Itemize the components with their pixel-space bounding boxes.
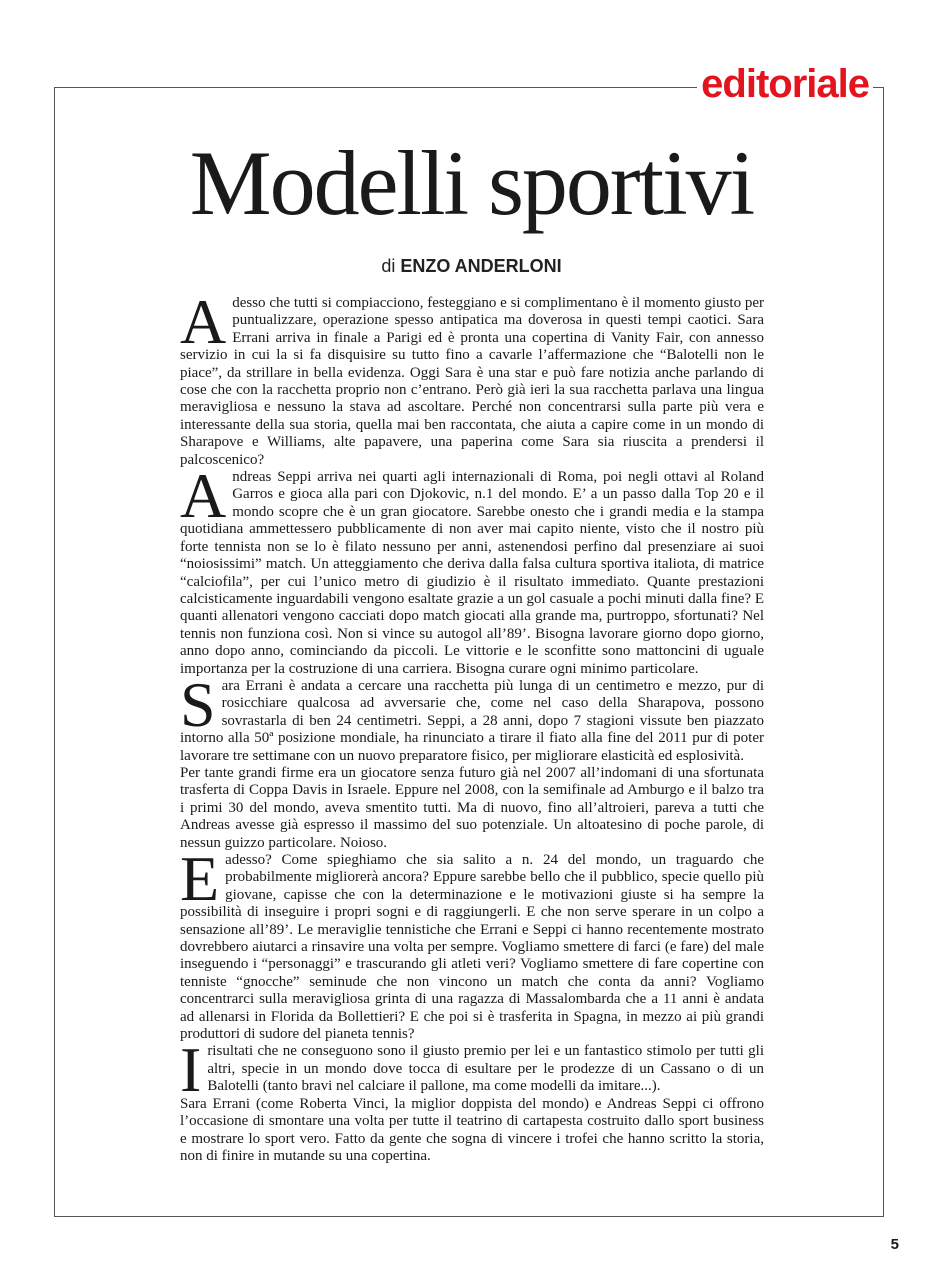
paragraph [180, 286, 764, 469]
drop-cap: A [180, 286, 227, 357]
paragraph [180, 1096, 764, 1166]
paragraph [180, 668, 764, 765]
paragraph [180, 1034, 764, 1106]
headline: Modelli sportivi [189, 132, 754, 234]
drop-cap: S [180, 668, 216, 740]
byline [0, 255, 943, 277]
byline-author: ENZO ANDERLONI [400, 256, 562, 276]
paragraph [180, 460, 764, 678]
drop-cap: I [180, 1034, 202, 1106]
paragraph-text: ndreas Seppi arriva nei quarti agli internazionali di Roma, poi negli ottavi al Roland Garros e gioca alla pari con Djokovic, n.1 del mondo. E’ a un passo dalla Top 20 e il mondo scopre che è un gran giocatore. Sarebbe onesto che i grandi media e la stampa quotidiana ammettessero pubblicamente di non aver mai capito niente, visto che il nostro più forte tennista non se lo è filato nessuno per anni, astenendosi perfino dal presenziare ai suoi “noiosissimi” match. Un atteggiamento che deriva dalla falsa cultura sportiva italiota, di matrice “calciofila”, per cui l’unico metro di giudizio è il risultato immediato. Quante prestazioni calcisticamente inguardabili vengono esaltate grazie a un gol casuale a pochi minuti dalla fine? E quanti allenatori vengono cacciati dopo match giocati alla grande ma, purtroppo, sfortunati? Nel tennis non funziona così. Non si vince su autogol all’89’. Bisogna lavorare giorno dopo giorno, anno dopo anno, cominciando da piccoli. Le vittorie e le sconfitte sono mattoncini di uguale importanza per la costruzione di una carriera. Bisogna curare ogni minimo particolare. [180, 469, 764, 677]
paragraph-text: ara Errani è andata a cercare una racchetta più lunga di un centimetro e mezzo, pur di rosicchiare qualcosa ad avversarie che, come nel caso della Sharapova, possono sovrastarla di ben 24 centimetri. Seppi, a 28 anni, dopo 7 stagioni vissute ben piazzato intorno alla 50ª posizione mondiale, ha rinunciato a tirare il fiato alla fine del 2011 pur di poter lavorare tre settimane con un nuovo preparatore fisico, per migliorare elasticità ed esplosività. [180, 677, 764, 764]
paragraph-text: desso che tutti si compiacciono, festeggiano e si complimentano è il momento giusto per puntualizzare, operazione spesso antipatica ma doverosa in questi tempi caotici. Sara Errani arriva in finale a Parigi ed è pronta una copertina di Vanity Fair, con annesso servizio in cui la si fa disquisire su tutto fino a cavarle l’affermazione che “Balotelli non le piace”, da strillare in bella evidenza. Oggi Sara è una star e può fare notizia anche parlando di cose che con la racchetta proprio non c’entrano. Però già ieri la sua racchetta parlava una lingua meravigliosa e nessuno la stava ad ascoltare. Perché non concentrarsi sulla parte più vera e interessante della sua storia, quella mai ben raccontata, che aiuta a capire come in un mondo di Sharapove e Williams, alte papavere, una paperina come Sara sia riuscita a prendersi il palcoscenico? [180, 295, 764, 468]
section-label: editoriale [697, 60, 873, 108]
paragraph-text: Per tante grandi firme era un giocatore senza futuro già nel 2007 all’indomani di una sfortunata trasferta di Coppa Davis in Israele. Eppure nel 2008, con la semifinale ad Amburgo e il balzo tra i primi 30 del mondo, aveva smentito tutti. Ma di nuovo, fino all’altroieri, pareva a tutti che Andreas avesse già espresso il massimo del suo potenziale. Un altoatesino di poche parole, di nessun guizzo particolare. Noioso. [180, 764, 764, 851]
paragraph [180, 765, 764, 852]
paragraph-text: risultati che ne conseguono sono il giusto premio per lei e un fantastico stimolo per tutti gli altri, specie in un mondo dove tocca di esultare per le prodezze di un Cassano o di un Balotelli (tanto bravi nel calciare il pallone, ma come modelli da imitare...). [207, 1043, 764, 1095]
paragraph-text: adesso? Come spieghiamo che sia salito a n. 24 del mondo, un traguardo che probabilmente migliorerà ancora? Eppure sarebbe bello che il pubblico, specie quello più giovane, capisse che con la determinazione e le motivazioni giuste si ha sempre la possibilità di inseguire i propri sogni e di raggiungerli. E che non serve sperare in un colpo a sensazione all’89’. Le meraviglie tennistiche che Errani e Seppi ci hanno recentemente mostrato dovrebbero aiutarci a rinsavire una volta per sempre. Vogliamo smettere di farci (e fare) del male inseguendo i “personaggi” e trascurando gli atleti veri? Vogliamo smettere di fare copertine con tenniste “gnocche” seminude che non vincono un match che conta da anni? Vogliamo concentrarci sulla meravigliosa grinta di una ragazza di Massalombarda che a 11 anni è andata ad allenarsi in Florida da Bollettieri? E che poi si è trasferita in Spagna, in mezzo ai più grandi produttori di sudore del pianeta tennis? [180, 852, 764, 1043]
drop-cap: A [180, 460, 227, 532]
page-number: 5 [890, 1236, 899, 1253]
paragraph [180, 843, 764, 1043]
article-body [180, 286, 764, 1165]
paragraph-text: Sara Errani (come Roberta Vinci, la miglior doppista del mondo) e Andreas Seppi ci offrono l’occasione di smontare una volta per tutte il teatrino di cartapesta costruito dallo sport business e mostrare lo sport vero. Fatto da gente che sogna di vincere i trofei che hanno scritto la storia, non di finire in mutande su una copertina. [180, 1095, 764, 1164]
drop-cap: E [180, 843, 220, 914]
byline-prefix: di [381, 256, 396, 276]
